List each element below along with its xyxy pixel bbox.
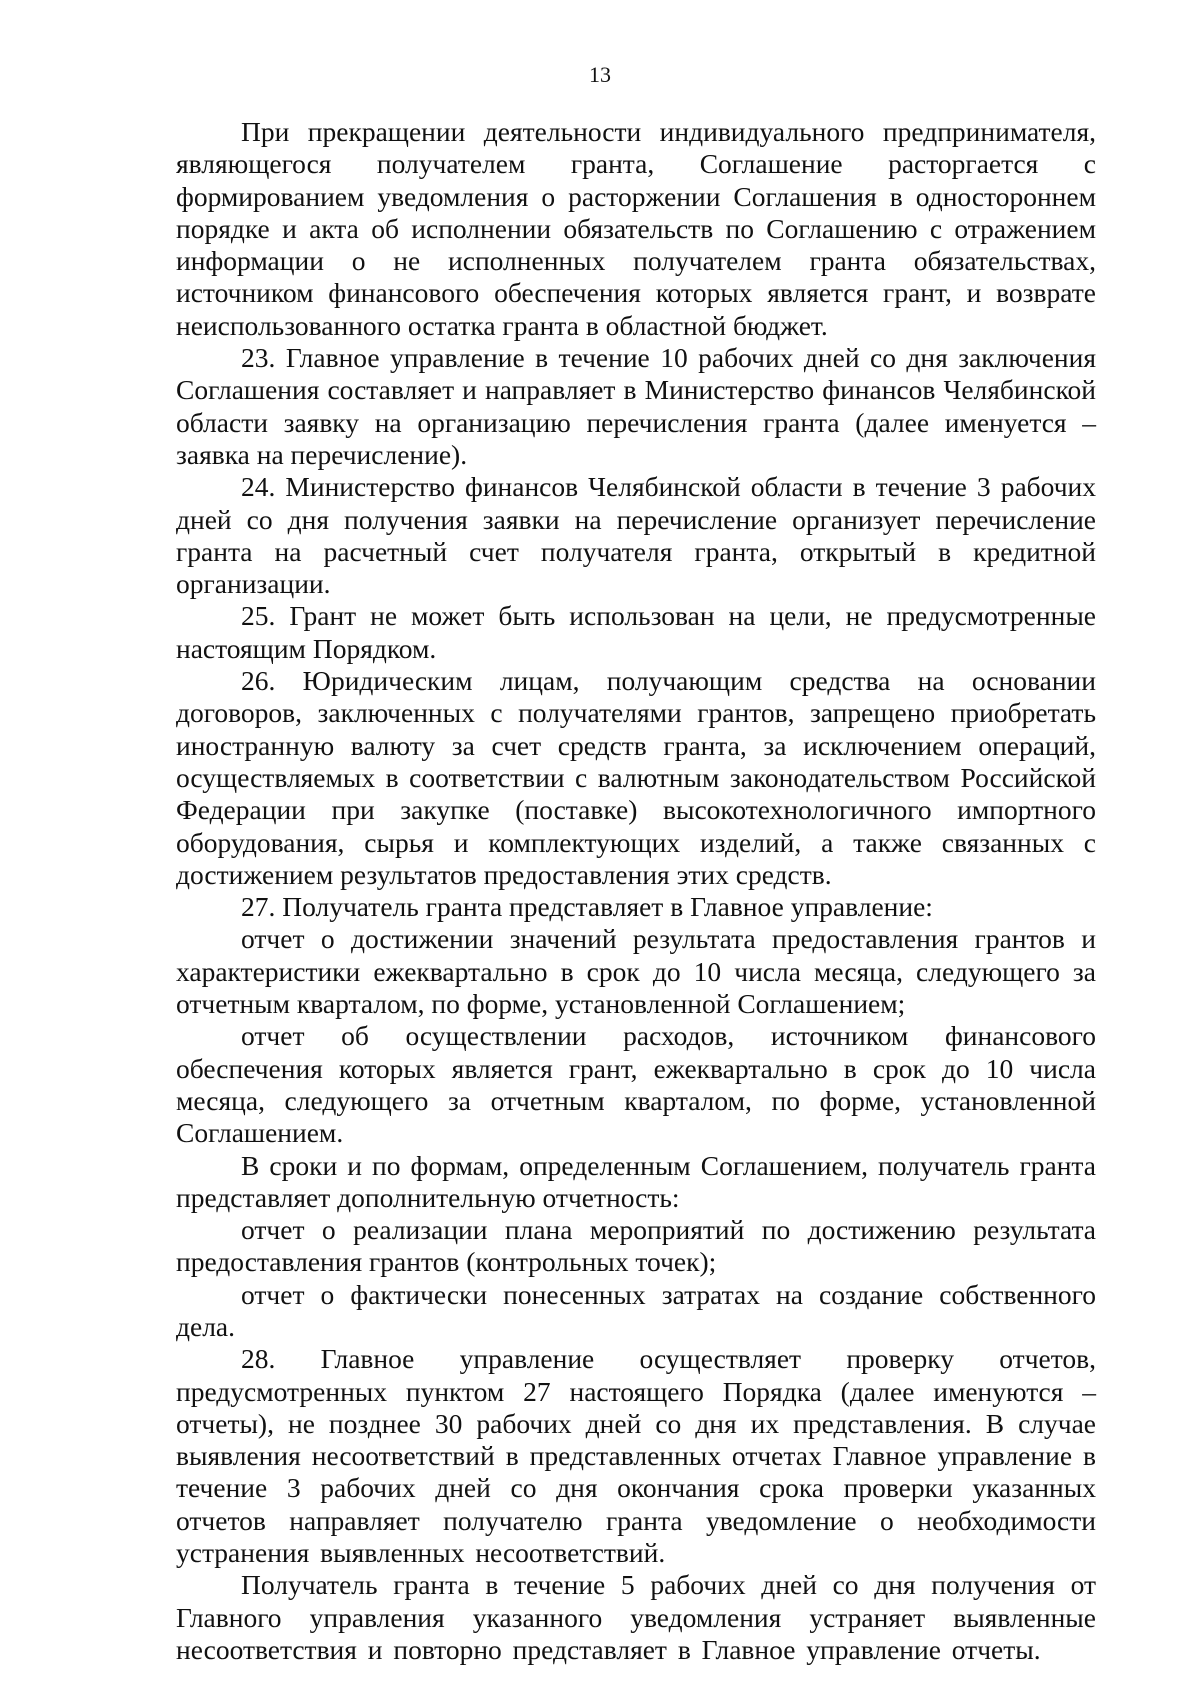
paragraph-26: 26. Юридическим лицам, получающим средства на основании договоров, заключенных с получателями грантов, запрещено приобретать иностранную валюту за счет средств гранта, за исключением операций, осуществляемых в соответствии с валютным законодательством Российской Федерации при закупке (поставке) высокотехнологичного импортного оборудования, сырья и комплектующих изделий, а также связанных с достижением результатов предоставления этих средств. (176, 665, 1096, 890)
paragraph-report-costs: отчет о фактически понесенных затратах на создание собственного дела. (176, 1278, 1096, 1342)
paragraph-25: 25. Грант не может быть использован на цели, не предусмотренные настоящим Порядком. (176, 600, 1096, 664)
paragraph-correction: Получатель гранта в течение 5 рабочих дней со дня получения от Главного управления указанного уведомления устраняет выявленные несоответствия и повторно представляет в Главное управление отчеты. (176, 1569, 1096, 1665)
paragraph-23: 23. Главное управление в течение 10 рабочих дней со дня заключения Соглашения составляет и направляет в Министерство финансов Челябинской области заявку на организацию перечисления гранта (далее именуется – заявка на перечисление). (176, 342, 1096, 470)
paragraph-28: 28. Главное управление осуществляет проверку отчетов, предусмотренных пунктом 27 настоящего Порядка (далее именуются – отчеты), не позднее 30 рабочих дней со дня их представления. В случае выявления несоответствий в представленных отчетах Главное управление в течение 3 рабочих дней со дня окончания срока проверки указанных отчетов направляет получателю гранта уведомление о необходимости устранения выявленных несоответствий. (176, 1343, 1096, 1569)
paragraph-report-plan: отчет о реализации плана мероприятий по достижению результата предоставления грантов (контрольных точек); (176, 1214, 1096, 1278)
paragraph-27-report-expenses: отчет об осуществлении расходов, источником финансового обеспечения которых является грант, ежеквартально в срок до 10 числа месяца, следующего за отчетным кварталом, по форме, установленной Соглашением. (176, 1020, 1096, 1149)
paragraph-27: 27. Получатель гранта представляет в Главное управление: (241, 891, 933, 923)
page-number: 13 (589, 62, 611, 87)
document-body (176, 116, 1096, 1666)
paragraph-additional-reporting: В сроки и по формам, определенным Соглашением, получатель гранта представляет дополнительную отчетность: (176, 1149, 1096, 1213)
paragraph-ip-termination: При прекращении деятельности индивидуального предпринимателя, являющегося получателем гранта, Соглашение расторгается с формированием уведомления о расторжении Соглашения в одностороннем порядке и акта об исполнении обязательств по Соглашению с отражением информации о не исполненных получателем гранта обязательствах, источником финансового обеспечения которых является грант, и возврате неиспользованного остатка гранта в областной бюджет. (176, 116, 1096, 341)
paragraph-27-report-results: отчет о достижении значений результата предоставления грантов и характеристики ежеквартально в срок до 10 числа месяца, следующего за отчетным кварталом, по форме, установленной Соглашением; (176, 923, 1096, 1020)
paragraph-24: 24. Министерство финансов Челябинской области в течение 3 рабочих дней со дня получения заявки на перечисление организует перечисление гранта на расчетный счет получателя гранта, открытый в кредитной организации. (176, 471, 1096, 600)
